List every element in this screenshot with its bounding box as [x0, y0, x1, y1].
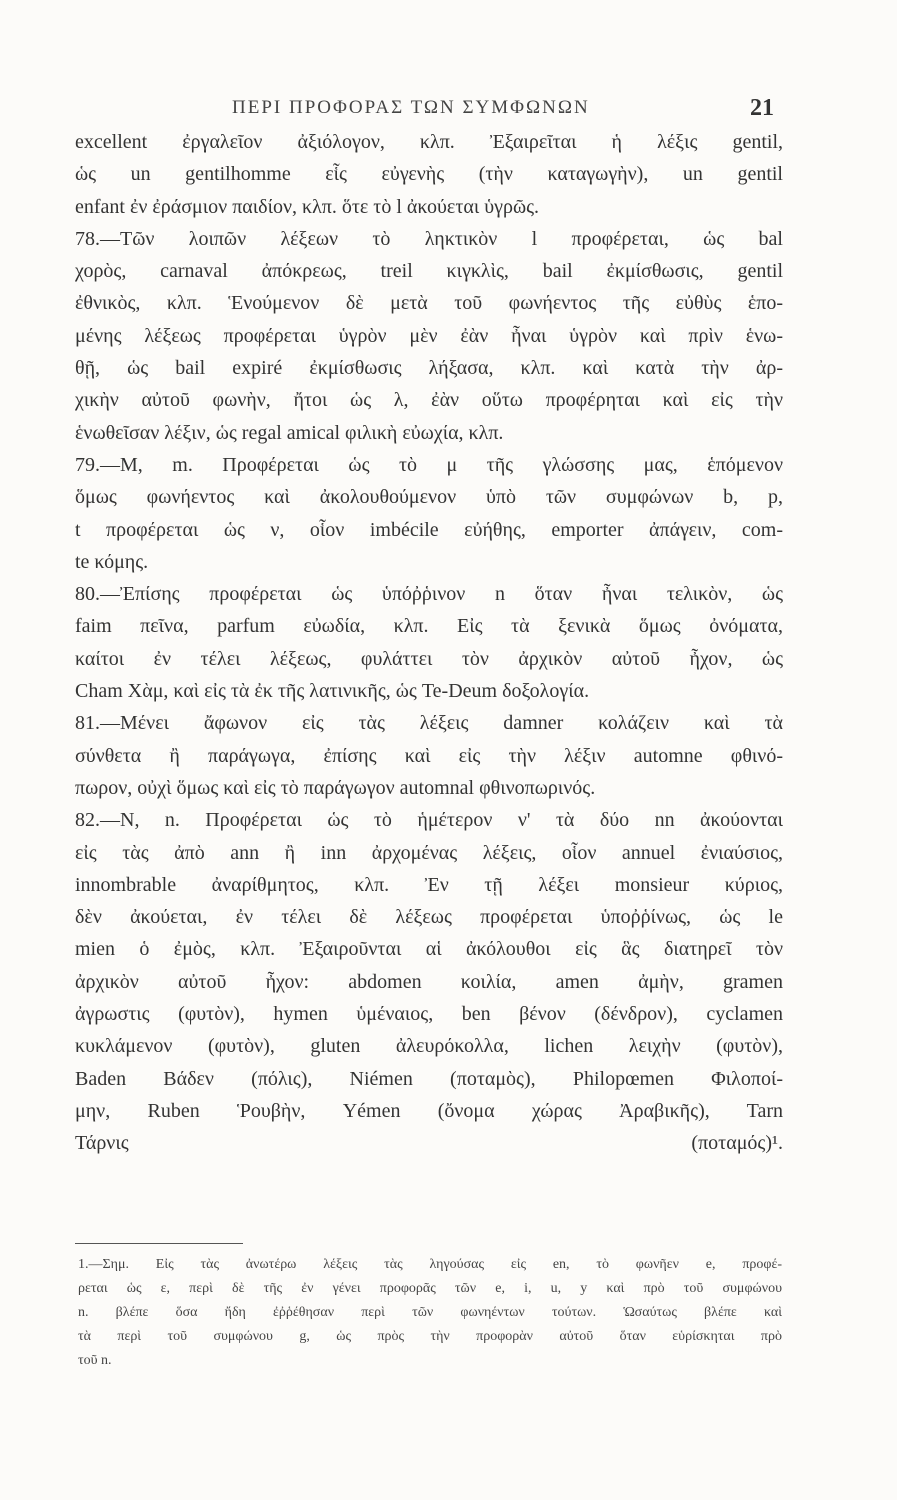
footnote-line: τοῦ n. [78, 1353, 112, 1368]
text-line: 81.—Μένει ἄφωνον εἰς τὰς λέξεις damner κολάζειν καὶ τὰ [75, 712, 783, 735]
text-line: δὲν ἀκούεται, ἐν τέλει δὲ λέξεως προφέρεται ὑποῤῥίνως, ὡς le [75, 906, 783, 929]
text-line: εἰς τὰς ἀπὸ ann ἢ inn ἀρχομένας λέξεις, οἷον annuel ἐνιαύσιος, [75, 841, 783, 864]
text-line: χορὸς, carnaval ἀπόκρεως, treil κιγκλὶς, bail ἐκμίσθωσις, gentil [75, 260, 783, 283]
text-line: ἐθνικὸς, κλπ. Ἑνούμενον δὲ μετὰ τοῦ φωνήεντος τῆς εὐθὺς ἑπο- [75, 292, 783, 315]
text-line: 78.—Τῶν λοιπῶν λέξεων τὸ ληκτικὸν l προφέρεται, ὡς bal [75, 227, 783, 250]
footnote-rule [75, 1243, 243, 1244]
text-line: μην, Ruben Ῥουβὴν, Yémen (ὄνομα χώρας Ἀραβικῆς), Tarn [75, 1099, 783, 1122]
text-line: t προφέρεται ὡς ν, οἷον imbécile εὐήθης, emporter ἀπάγειν, com- [75, 518, 783, 541]
text-line: χικὴν αὐτοῦ φωνὴν, ἤτοι ὡς λ, ἐὰν οὕτω προφέρηται καὶ εἰς τὴν [75, 389, 783, 412]
text-line: μένης λέξεως προφέρεται ὑγρὸν μὲν ἐὰν ἦναι ὑγρὸν καὶ πρὶν ἑνω- [75, 324, 783, 347]
text-line: enfant ἐν ἐράσμιον παιδίον, κλπ. ὅτε τὸ l ἀκούεται ὑγρῶς. [75, 195, 540, 218]
footnote-line: ρεται ὡς ε, περὶ δὲ τῆς ἐν γένει προφορᾶς τῶν e, i, u, y καὶ πρὸ τοῦ συμφώνου [78, 1281, 782, 1296]
text-line: κυκλάμενον (φυτὸν), gluten ἀλευρόκολλα, lichen λειχὴν (φυτὸν), [75, 1035, 783, 1058]
text-line: Τάρνις (ποταμός)¹. [75, 1132, 783, 1155]
text-line: faim πεῖνα, parfum εὐωδία, κλπ. Εἰς τὰ ξενικὰ ὅμως ὀνόματα, [75, 615, 783, 638]
text-line: mien ὁ ἐμὸς, κλπ. Ἐξαιροῦνται αἱ ἀκόλουθοι εἰς ἃς διατηρεῖ τὸν [75, 938, 783, 961]
text-line: ἀγρωστις (φυτὸν), hymen ὑμέναιος, ben βένον (δένδρον), cyclamen [75, 1003, 783, 1026]
page-number: 21 [750, 95, 774, 121]
body-text [75, 126, 783, 1160]
footnote-line: 1.—Σημ. Εἰς τὰς ἀνωτέρω λέξεις τὰς ληγούσας εἰς en, τὸ φωνῆεν e, προφέ- [78, 1257, 782, 1272]
text-line: ἀρχικὸν αὐτοῦ ἦχον: abdomen κοιλία, amen ἀμὴν, gramen [75, 970, 783, 993]
text-line: 79.—M, m. Προφέρεται ὡς τὸ μ τῆς γλώσσης μας, ἑπόμενον [75, 453, 783, 476]
text-line: excellent ἐργαλεῖον ἀξιόλογον, κλπ. Ἐξαιρεῖται ἡ λέξις gentil, [75, 131, 783, 153]
text-line: Baden Βάδεν (πόλις), Niémen (ποταμὸς), Philopœmen Φιλοποί- [75, 1067, 783, 1090]
text-line: innombrable ἀναρίθμητος, κλπ. Ἐν τῇ λέξει monsieur κύριος, [75, 873, 783, 896]
text-line: ἑνωθεῖσαν λέξιν, ὡς regal amical φιλικὴ εὐωχία, κλπ. [75, 421, 504, 444]
text-line: καίτοι ἐν τέλει λέξεως, φυλάττει τὸν ἀρχικὸν αὐτοῦ ἦχον, ὡς [75, 647, 783, 670]
text-line: 82.—N, n. Προφέρεται ὡς τὸ ἡμέτερον ν' τὰ δύο nn ἀκούονται [75, 809, 783, 832]
text-line: te κόμης. [75, 550, 149, 573]
text-line: 80.—Ἐπίσης προφέρεται ὡς ὑπόῤῥινον n ὅταν ἦναι τελικὸν, ὡς [75, 583, 783, 606]
text-line: πωρον, οὐχὶ ὅμως καὶ εἰς τὸ παράγωγον automnal φθινοπωρινός. [75, 776, 596, 799]
text-line: σύνθετα ἢ παράγωγα, ἐπίσης καὶ εἰς τὴν λέξιν automne φθινό- [75, 744, 783, 767]
running-title: ΠΕΡΙ ΠΡΟΦΟΡΑΣ ΤΩΝ ΣΥΜΦΩΝΩΝ [232, 97, 590, 118]
text-line: θῇ, ὡς bail expiré ἐκμίσθωσις λήξασα, κλπ. καὶ κατὰ τὴν ἀρ- [75, 357, 783, 380]
footnotes [78, 1253, 782, 1373]
text-line: ὅμως φωνήεντος καὶ ἀκολουθούμενον ὑπὸ τῶν συμφώνων b, p, [75, 486, 783, 509]
footnote-line: n. βλέπε ὅσα ἤδη ἐῤῥέθησαν περὶ τῶν φωνηέντων τούτων. Ὡσαύτως βλέπε καὶ [78, 1305, 782, 1320]
text-line: ὡς un gentilhomme εἷς εὐγενὴς (τὴν καταγωγὴν), un gentil [75, 163, 783, 186]
footnote-line: τὰ περὶ τοῦ συμφώνου g, ὡς πρὸς τὴν προφορὰν αὐτοῦ ὅταν εὑρίσκηται πρὸ [78, 1329, 782, 1344]
text-line: Cham Χὰμ, καὶ εἰς τὰ ἐκ τῆς λατινικῆς, ὡς Te-Deum δοξολογία. [75, 680, 590, 703]
page-header [0, 95, 897, 127]
